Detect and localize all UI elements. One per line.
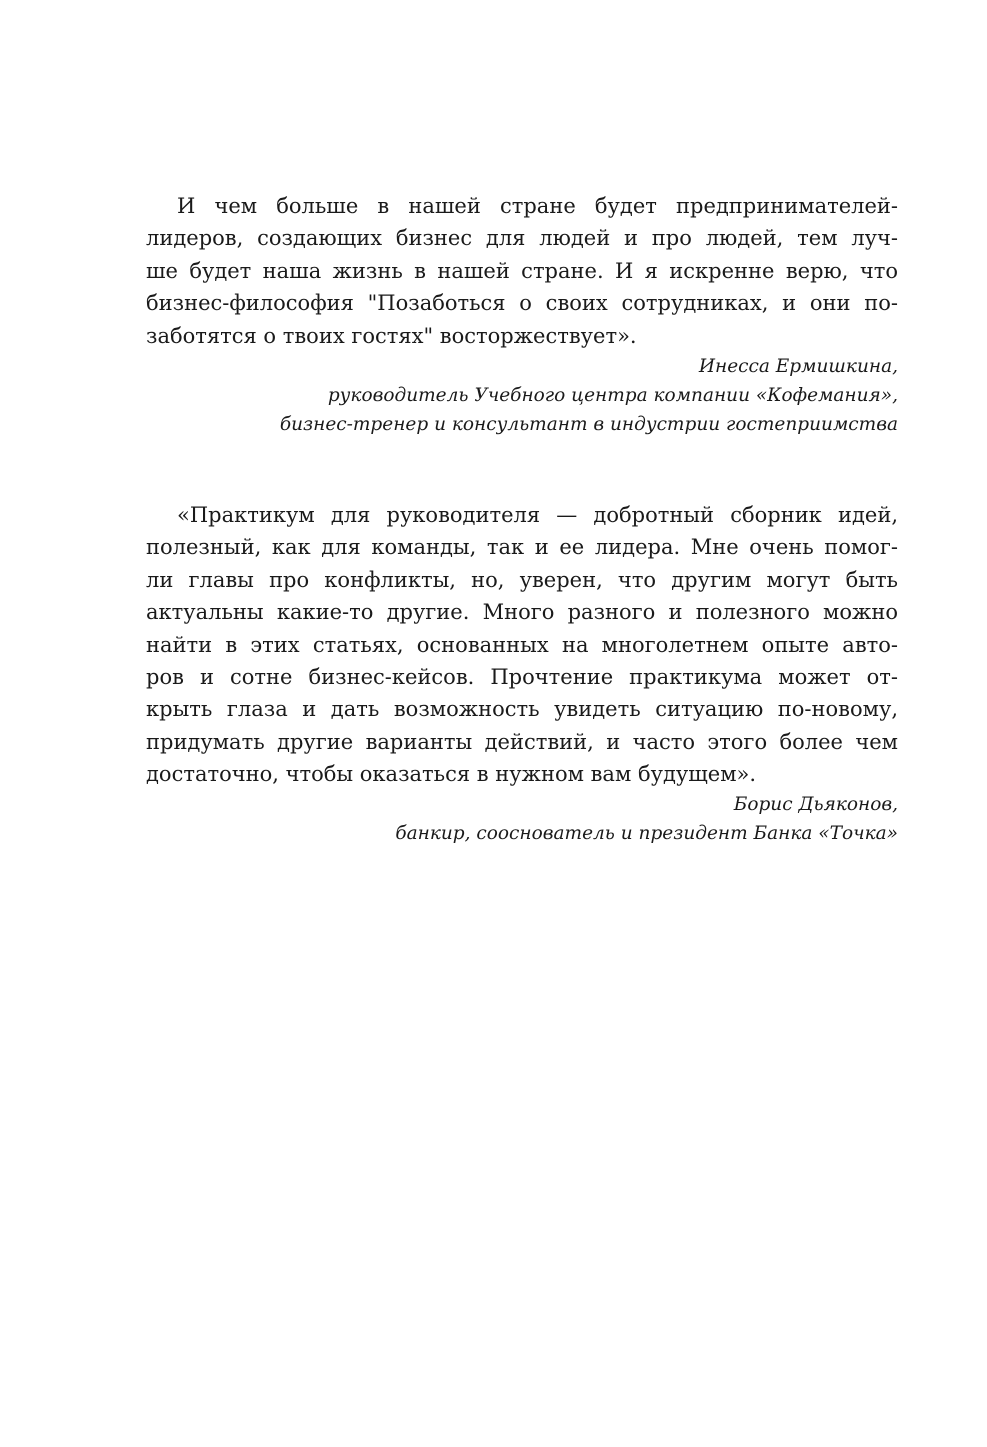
quote-line: заботятся о твоих гостях" восторжествует».: [146, 323, 637, 348]
quote-ermishkina: [146, 190, 898, 439]
quote-line: ли главы про конфликты, но, уверен, что другим могут быть: [146, 567, 898, 592]
quote-line: придумать другие варианты действий, и часто этого более чем: [146, 729, 898, 754]
quote-line: ров и сотне бизнес-кейсов. Прочтение практикума может от-: [146, 664, 898, 689]
quote-dyakonov: [146, 499, 898, 849]
quote-author: Борис Дьяконов,: [733, 794, 898, 816]
quote-line: ше будет наша жизнь в нашей стране. И я искренне верю, что: [146, 258, 898, 283]
quote-line: достаточно, чтобы оказаться в нужном вам будущем».: [146, 762, 757, 787]
quote-author: Инесса Ермишкина,: [698, 355, 898, 377]
quote-line: И чем больше в нашей стране будет предпринимателей-: [177, 194, 898, 218]
page-content: [146, 190, 898, 848]
quote-line: полезный, как для команды, так и ее лидера. Мне очень помог-: [146, 535, 898, 560]
quote-line: крыть глаза и дать возможность увидеть ситуацию по-новому,: [146, 697, 898, 722]
quote-author-role: бизнес-тренер и консультант в индустрии гостеприимства: [279, 413, 898, 435]
quote-line: лидеров, создающих бизнес для людей и про людей, тем луч-: [146, 226, 898, 251]
quote-author-role: банкир, сооснователь и президент Банка «Точка»: [395, 823, 898, 845]
quote-line: «Практикум для руководителя — добротный сборник идей,: [177, 502, 898, 527]
quote-line: актуальны какие-то другие. Много разного и полезного можно: [146, 600, 898, 625]
quote-line: бизнес-философия "Позаботься о своих сотрудниках, и они по-: [146, 291, 898, 316]
quote-line: найти в этих статьях, основанных на многолетнем опыте авто-: [146, 632, 898, 657]
quote-author-role: руководитель Учебного центра компании «Кофемания»,: [327, 384, 898, 406]
